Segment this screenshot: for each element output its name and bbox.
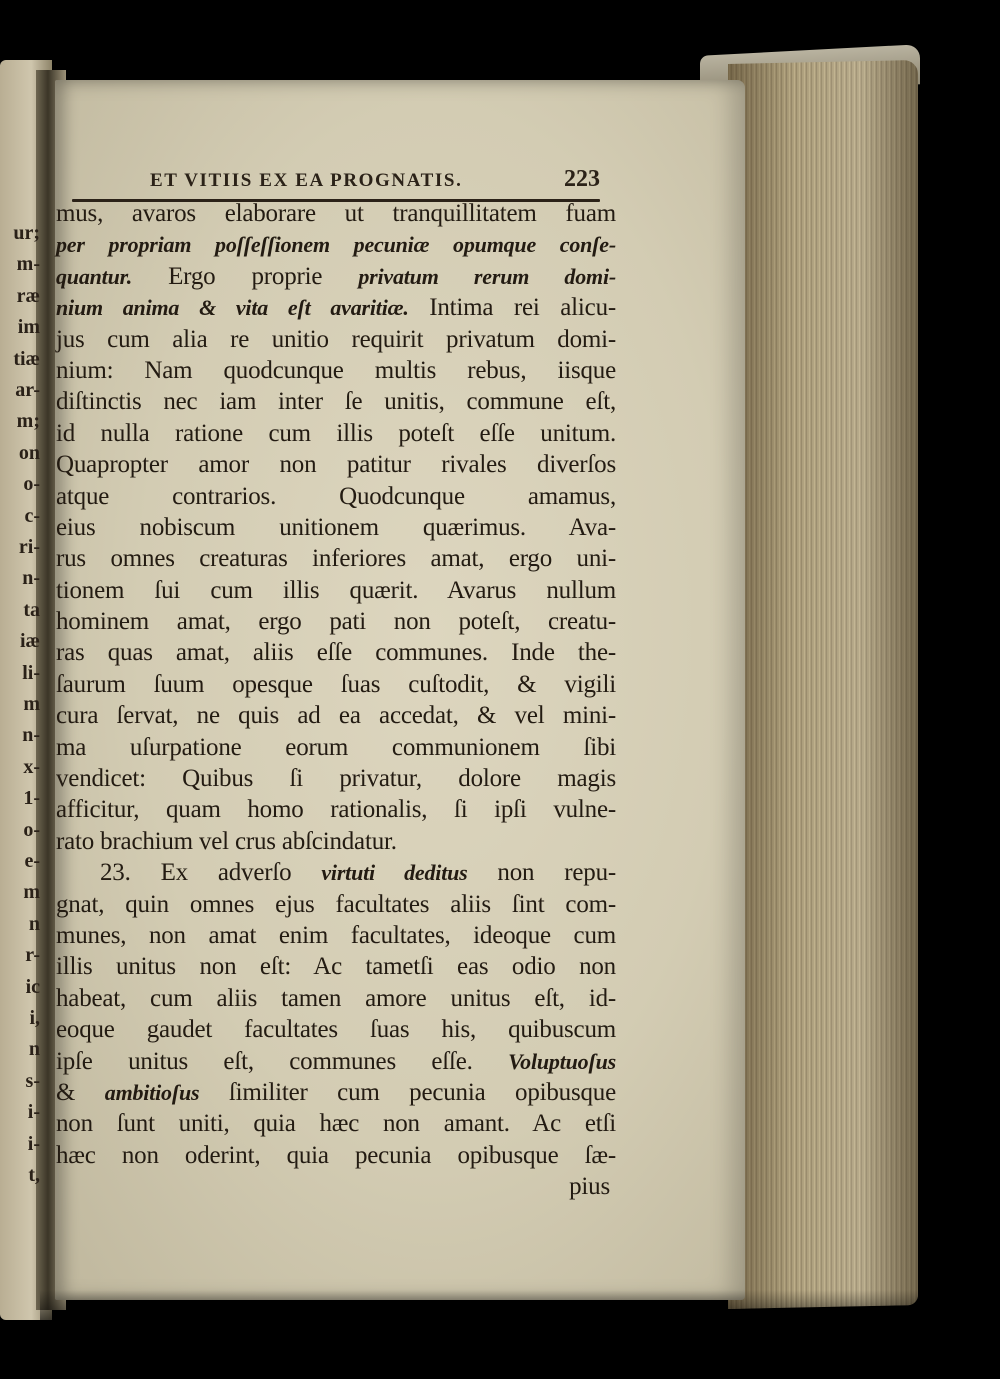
page-block-shading [728,60,918,1309]
text-span: mus, avaros elaborare ut tranquillitatem fuam [56,200,616,227]
left-page-fragment: m; [16,410,40,433]
text-line [56,637,616,668]
text-span: Ergo proprie [132,262,359,290]
left-page-fragment: e- [24,850,40,872]
text-line [56,1108,616,1139]
text-line [56,889,616,920]
text-line [56,732,616,763]
left-page-fragment: ri- [18,536,40,558]
left-page-fragment: on [18,441,40,464]
left-page-fragment: m [23,881,40,904]
text-span: diſtinctis nec iam inter ſe unitis, commune eſt, [56,388,616,416]
text-span: & [56,1078,105,1106]
text-line [56,794,616,825]
left-page-fragment: m- [16,253,40,276]
left-page-fragment: i- [27,1101,40,1124]
italic-span: Voluptuoſus [508,1048,616,1074]
text-span: ſimiliter cum pecunia opibusque [199,1078,616,1106]
text-line [56,512,616,543]
text-line [56,669,616,700]
text-line [56,1140,616,1171]
text-span: id nulla ratione cum illis poteſt eſſe unitum. [56,419,616,447]
text-line [56,418,616,449]
text-span: non repu- [467,859,616,887]
text-line [56,1046,616,1077]
text-line [56,261,616,292]
left-page-fragment: n [28,1038,40,1061]
italic-span: ambitioſus [104,1079,200,1105]
text-span: ma uſurpatione eorum communionem ſibi [56,733,616,761]
left-page-fragment: ic [25,975,40,998]
left-page-fragment: c- [24,504,40,527]
text-span: pius [569,1173,610,1201]
text-line [56,386,616,417]
left-page-fragment: i, [29,1007,40,1029]
text-line [56,449,616,480]
text-span: eius nobiscum unitionem quærimus. Ava- [56,513,616,541]
text-line [56,1077,616,1108]
left-page-fragment: ar- [15,379,40,401]
text-line [56,575,616,606]
text-line [56,920,616,951]
left-page-fragment: n- [22,567,40,590]
text-span: afficitur, quam homo rationalis, ſi ipſi vulne- [56,796,616,824]
text-span: 23. Ex adverſo [100,859,322,887]
text-span: vendicet: Quibus ſi privatur, dolore magis [56,765,616,793]
text-line [56,355,616,386]
text-span: munes, non amat enim facultates, ideoque cum [56,921,616,949]
left-page-fragment: m [23,693,40,715]
italic-span: virtuti deditus [321,860,468,886]
text-line [56,606,616,637]
text-line [56,763,616,794]
left-page-fragment: s- [25,1069,40,1092]
text-line [56,229,616,260]
left-page-fragment: ur; [13,222,40,244]
text-span: cura ſervat, ne quis ad ea accedat, & vel mini- [56,702,616,730]
text-line [56,324,616,355]
left-page-fragment: x- [23,755,40,778]
text-line [56,951,616,982]
italic-span: privatum rerum domi- [358,263,616,289]
bottom-shadow [40,1290,930,1320]
left-page-fragment: r- [25,944,40,967]
italic-span: quantur. [56,263,133,289]
left-page-fragment: o- [23,818,40,841]
text-span: illis unitus non eſt: Ac tametſi eas odio non [56,953,616,981]
left-page-fragment: li- [22,661,40,684]
left-page-fragment: n- [22,724,40,747]
text-line [56,481,616,512]
text-line [56,198,616,229]
running-head [150,168,600,198]
left-page-fragment: ta [23,598,40,621]
text-span: ſaurum ſuum opesque ſuas cuſtodit, & vigili [56,670,616,698]
text-line [56,543,616,574]
left-page-fragment: im [17,316,40,339]
text-span: rus omnes creaturas inferiores amat, ergo uni- [56,545,616,573]
running-title: ET VITIIS EX EA PROGNATIS. [150,170,463,191]
text-span: ras quas amat, aliis eſſe communes. Inde the- [56,639,616,667]
text-span: Intima rei alicu- [408,294,616,322]
text-span: jus cum alia re unitio requirit privatum domi- [56,325,616,353]
left-page-fragment: t, [28,1164,40,1186]
italic-span: nium anima & vita eſt avaritiæ. [56,295,409,321]
text-span: atque contrarios. Quodcunque amamus, [56,482,616,510]
italic-span: per propriam poſſeſſionem pecuniæ opumque conſe- [56,232,616,258]
text-span: rato brachium vel crus abſcindatur. [56,827,397,855]
text-span: non ſunt uniti, quia hæc non amant. Ac etſi [56,1110,616,1138]
text-span: habeat, cum aliis tamen amore unitus eſt, id- [56,984,616,1012]
left-page-fragment: o- [23,473,40,496]
text-span: tionem ſui cum illis quærit. Avarus nullum [56,576,616,604]
text-span: ipſe unitus eſt, communes eſſe. [56,1047,509,1075]
text-span: nium: Nam quodcunque multis rebus, iisque [56,356,616,384]
text-line [56,1171,616,1202]
left-page-fragment: tiæ [13,347,40,370]
body-text [56,198,616,1203]
text-span: Quapropter amor non patitur rivales diverſos [56,451,616,479]
text-line [56,857,616,888]
text-span: eoque gaudet facultates ſuas his, quibuscum [56,1016,616,1044]
text-line [56,826,616,857]
left-page-fragment: ræ [16,284,40,307]
text-span: hominem amat, ergo pati non poteſt, creatu- [56,608,616,636]
text-line [56,700,616,731]
page-number: 223 [564,166,600,192]
text-span: gnat, quin omnes ejus facultates aliis ſint com- [56,890,616,918]
left-page-fragment: iæ [20,630,40,653]
text-span: hæc non oderint, quia pecunia opibusque ſæ- [56,1141,616,1169]
text-line [56,983,616,1014]
text-line [56,292,616,323]
left-page-fragment: i- [27,1132,40,1155]
left-page-fragment: 1- [23,787,40,810]
left-page-fragment: n [28,912,40,935]
text-line [56,1014,616,1045]
